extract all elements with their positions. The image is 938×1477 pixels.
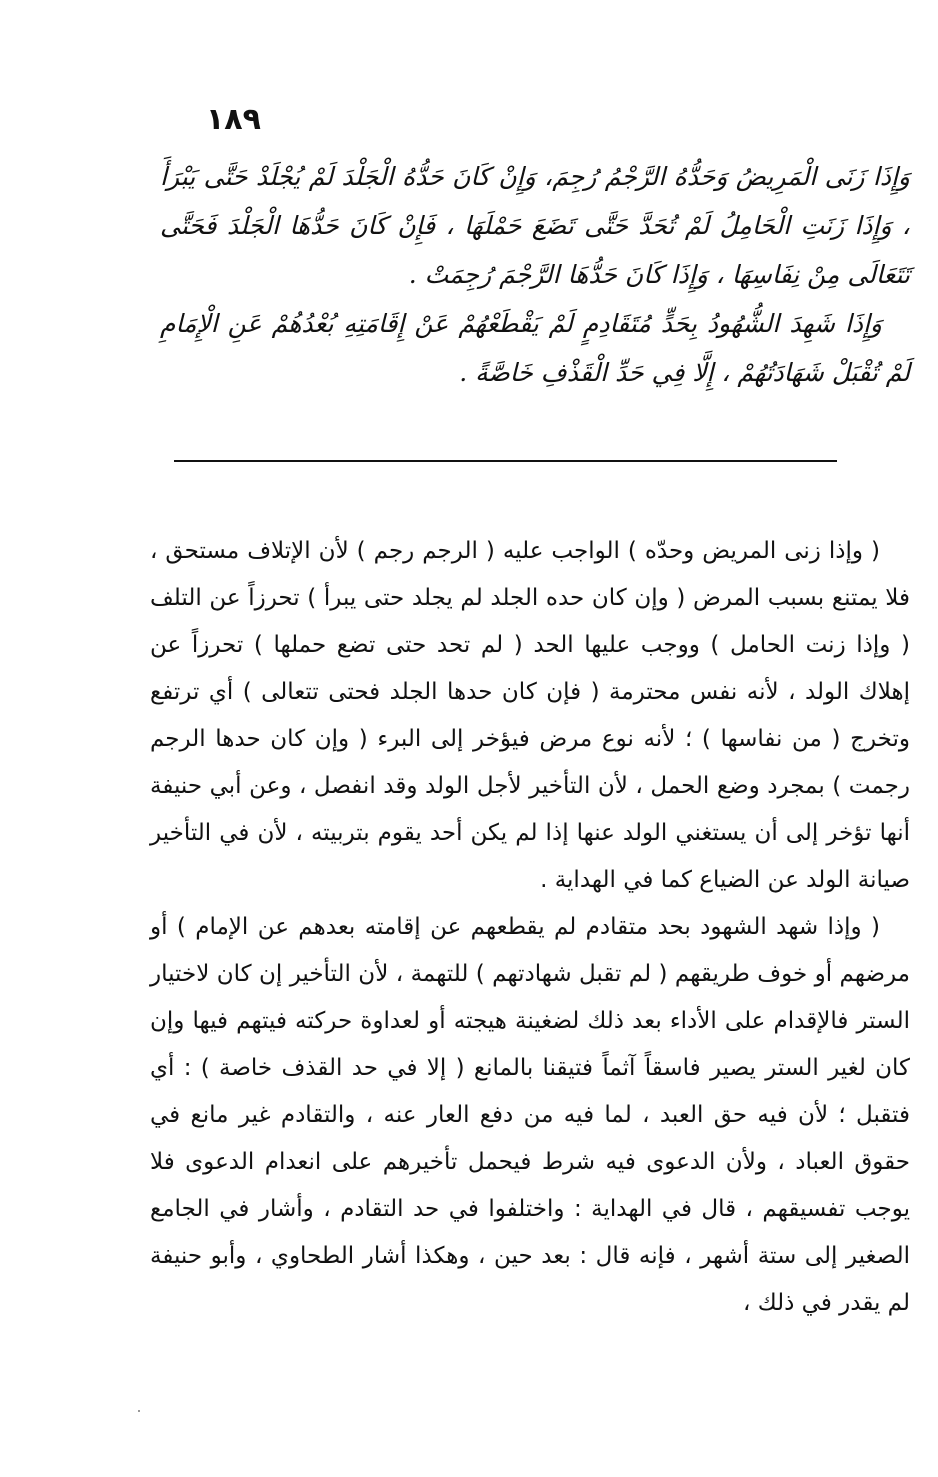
commentary-paragraph-2: ( وإذا شهد الشهود بحد متقادم لم يقطعهم عن إقامته بعدهم عن الإمام ) أو مرضهم أو خوف طريقهم ( لم تقبل شهادتهم ) للتهمة ، لأن التأخير إن كان لاختيار الستر فالإقدام على الأداء بعد ذلك لضغينة هيجته أو لعداوة حركته فيتهم فيها وإن كان لغير الستر يصير فاسقاً آثماً فتيقنا بالمانع ( إلا في حد القذف خاصة ) : أي فتقبل ؛ لأن فيه حق العبد ، لما فيه من دفع العار عنه ، والتقادم غير مانع في حقوق العباد ، ولأن الدعوى فيه شرط فيحمل تأخيرهم على انعدام الدعوى فلا يوجب تفسيقهم ، قال في الهداية : واختلفوا في حد التقادم ، وأشار في الجامع الصغير إلى ستة أشهر ، فإنه قال : بعد حين ، وهكذا أشار الطحاوي ، وأبو حنيفة لم يقدر في ذلك ، xyxy=(150,914,910,1316)
scan-speck xyxy=(138,1410,140,1412)
page-number: ١٨٩ xyxy=(206,102,261,137)
main-text-paragraph-2: وَإِذَا شَهِدَ الشُّهُودُ بِحَدٍّ مُتَقَادِمٍ لَمْ يَقْطَعْهُمْ عَنْ إِقَامَتِهِ بُعْدُهُمْ عَنِ الْإِمَامِ لَمْ تُقْبَلْ شَهَادَتُهُمْ ، إِلَّا فِي حَدِّ الْقَذْفِ خَاصَّةً . xyxy=(160,309,910,387)
main-text xyxy=(160,152,910,397)
main-text-paragraph-1: وَإِذَا زَنَى الْمَرِيضُ وَحَدُّهُ الرَّجْمُ رُجِمَ، وَإِنْ كَانَ حَدُّهُ الْجَلْدَ لَمْ يُجْلَدْ حَتَّى يَبْرَأَ ، وَإِذَا زَنَتِ الْحَامِلُ لَمْ تُحَدَّ حَتَّى تَضَعَ حَمْلَهَا ، فَإِنْ كَانَ حَدُّهَا الْجَلْدَ فَحَتَّى تَتَعَالَى مِنْ نِفَاسِهَا ، وَإِذَا كَانَ حَدُّهَا الرَّجْمَ رُجِمَتْ . xyxy=(160,162,910,289)
commentary-text xyxy=(150,528,910,1327)
section-divider xyxy=(174,460,837,462)
commentary-paragraph-1: ( وإذا زنى المريض وحدّه ) الواجب عليه ( الرجم رجم ) لأن الإتلاف مستحق ، فلا يمتنع بسبب المرض ( وإن كان حده الجلد لم يجلد حتى يبرأ ) تحرزاً عن التلف ( وإذا زنت الحامل ) ووجب عليها الحد ( لم تحد حتى تضع حملها ) تحرزاً عن إهلاك الولد ، لأنه نفس محترمة ( فإن كان حدها الجلد فحتى تتعالى ) أي ترتفع وتخرج ( من نفاسها ) ؛ لأنه نوع مرض فيؤخر إلى البرء ( وإن كان حدها الرجم رجمت ) بمجرد وضع الحمل ، لأن التأخير لأجل الولد وقد انفصل ، وعن أبي حنيفة أنها تؤخر إلى أن يستغني الولد عنها إذا لم يكن أحد يقوم بتربيته ، لأن في التأخير صيانة الولد عن الضياع كما في الهداية . xyxy=(150,538,910,893)
